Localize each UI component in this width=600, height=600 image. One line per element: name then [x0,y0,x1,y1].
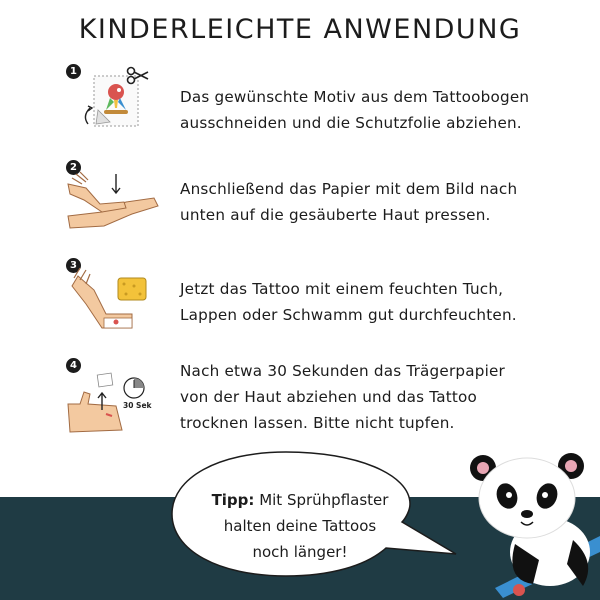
step-3 [0,256,600,336]
sponge-icon [118,278,146,300]
tip-text: Tipp: Mit Sprühpflaster halten deine Tattoos noch länger! [211,491,389,561]
step-number-3: 3 [66,258,81,273]
timer-icon [124,378,144,398]
step-4 [0,358,600,448]
down-arrow-icon [112,174,120,193]
tip-label: Tipp: [211,491,255,509]
panda-mascot [455,440,600,600]
wet-sponge-illustration [66,256,166,336]
step-4-text: Nach etwa 30 Sekunden das Trägerpapier von der Haut abziehen und das Tattoo trocknen lassen. Bitte nicht tupfen. [180,362,505,432]
step-1-text: Das gewünschte Motiv aus dem Tattoobogen ausschneiden und die Schutzfolie abziehen. [180,88,530,132]
press-paper-illustration [66,160,166,240]
step-number-2: 2 [66,160,81,175]
peel-paper-illustration [66,358,166,438]
timer-label: 30 Sek [123,401,152,410]
step-2 [0,160,600,240]
step-1 [0,62,600,142]
step-number-4: 4 [66,358,81,373]
step-3-text: Jetzt das Tattoo mit einem feuchten Tuch, Lappen oder Schwamm gut durchfeuchten. [180,280,517,324]
page-title: KINDERLEICHTE ANWENDUNG [78,14,522,45]
step-2-text: Anschließend das Papier mit dem Bild nach unten auf die gesäuberte Haut pressen. [180,180,518,224]
cut-sticker-illustration [66,62,166,142]
step-number-1: 1 [66,64,81,79]
